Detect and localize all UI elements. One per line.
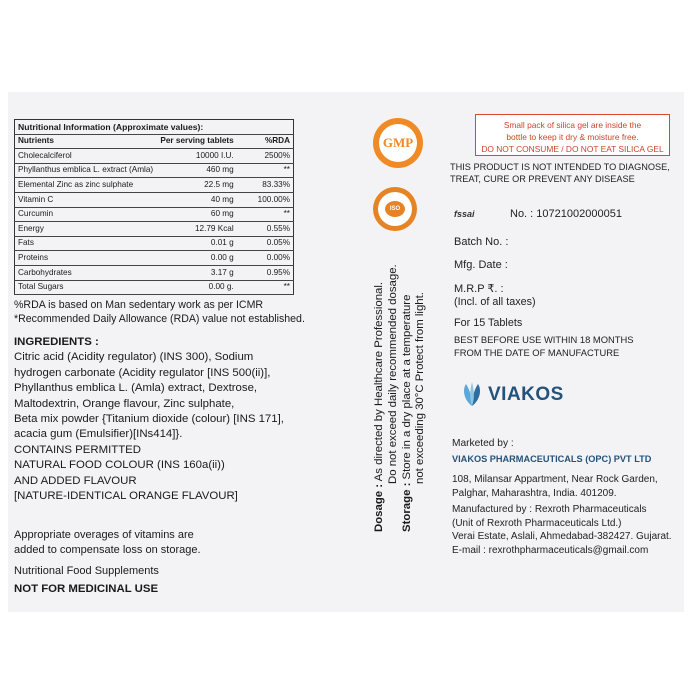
dosage-text: As directed by Healthcare Professional. [373,281,385,482]
nutrition-table [14,119,294,295]
nutrient-rda: 0.55% [242,222,294,237]
table-row [15,280,294,295]
table-row [15,265,294,280]
fssai-logo: fssai [454,209,475,219]
license-number: No. : 10721002000051 [510,208,622,220]
nutrient-amount: 460 mg [157,163,242,178]
ingredient-line: Phyllanthus emblica L. (Amla) extract, Dextrose, [14,382,258,395]
brand-logo: VIAKOS [488,384,564,405]
ingredient-line: [NATURE-IDENTICAL ORANGE FLAVOUR] [14,490,238,503]
nutrient-rda: ** [242,163,294,178]
nutrition-title: Nutritional Information (Approximate values): [15,120,294,135]
silica-warning-box [475,114,670,156]
header-nutrients: Nutrients [15,134,157,149]
nutrient-amount: 40 mg [157,192,242,207]
nutrient-amount: 0.00 g. [157,280,242,295]
silica-line: DO NOT CONSUME / DO NOT EAT SILICA GEL [481,144,664,154]
email: E-mail : rexrothpharmaceuticals@gmail.com [452,544,649,556]
disclaimer [450,161,670,185]
best-before-line: FROM THE DATE OF MANUFACTURE [454,347,620,358]
manufacturer-block [452,503,672,557]
iso-logo [373,187,417,231]
best-before [454,333,634,359]
nutrient-amount: 10000 I.U. [157,149,242,164]
iso-logo-text: ISO [385,201,405,217]
dosage-label: Dosage : [373,483,385,532]
nutrient-amount: 22.5 mg [157,178,242,193]
table-row [15,222,294,237]
nutrient-name: Phyllanthus emblica L. extract (Amla) [15,163,157,178]
nutrient-name: Carbohydrates [15,265,157,280]
table-row [15,251,294,266]
manufacturer-unit: (Unit of Rexroth Pharmaceuticals Ltd.) [452,517,622,529]
nutrient-rda: 83.33% [242,178,294,193]
overages-line: Appropriate overages of vitamins are [14,529,194,541]
address-line: 108, Milansar Appartment, Near Rock Garden, [452,474,658,485]
nutrient-rda: 0.00% [242,251,294,266]
ingredients-block [14,335,359,504]
mrp: M.R.P ₹. : [454,283,504,295]
nutrient-rda: 0.95% [242,265,294,280]
silica-line: bottle to keep it dry & moisture free. [506,132,639,142]
nutrient-name: Fats [15,236,157,251]
company-name: VIAKOS PHARMACEUTICALS (OPC) PVT LTD [452,454,652,464]
storage-text-2: not exceeding 30°C Protect from light. [414,292,427,484]
ingredient-line: acacia gum (Emulsifier)[INs414]}. [14,428,183,441]
table-row [15,149,294,164]
ingredient-line: AND ADDED FLAVOUR [14,474,137,487]
nutrient-amount: 12.79 Kcal [157,222,242,237]
mfg-date: Mfg. Date : [454,259,508,271]
table-row [15,163,294,178]
ingredient-line: NATURAL FOOD COLOUR (INS 160a(ii)) [14,459,225,472]
nutrient-rda: ** [242,207,294,222]
manufacturer-address: Verai Estate, Aslali, Ahmedabad-382427. Gujarat. [452,531,672,542]
nutrient-amount: 3.17 g [157,265,242,280]
mrp-note: (Incl. of all taxes) [454,296,536,308]
table-row [15,207,294,222]
gmp-logo-text: GMP [379,124,417,162]
ingredient-line: Maltodextrin, Orange flavour, Zinc sulphate, [14,397,235,410]
storage-text: Store in a dry place at a temperature [400,294,413,480]
table-row [15,192,294,207]
nutrient-rda: 2500% [242,149,294,164]
storage-label: Storage : [400,482,413,532]
gmp-logo [373,118,423,168]
rda-note: %RDA is based on Man sedentary work as per ICMR [14,299,264,311]
nutrient-name: Vitamin C [15,192,157,207]
ingredients-heading: INGREDIENTS : [14,336,99,348]
dosage-storage-rotated [373,264,428,532]
rda-note: *Recommended Daily Allowance (RDA) value not established. [14,313,305,325]
ingredient-line: Citric acid (Acidity regulator) (INS 300), Sodium [14,351,254,364]
silica-line: Small pack of silica gel are inside the [503,120,642,130]
nutrient-amount: 0.00 g [157,251,242,266]
nutrient-amount: 0.01 g [157,236,242,251]
overages-line: added to compensate loss on storage. [14,544,201,556]
ingredient-line: Beta mix powder {Titanium dioxide (colour) [INS 171], [14,413,284,426]
nutrient-rda: 100.00% [242,192,294,207]
address-line: Palghar, Maharashtra, India. 401209. [452,487,617,499]
dosage-text-2: Do not exceed daily recommended dosage. [386,264,399,484]
ingredient-line: CONTAINS PERMITTED [14,443,141,456]
nutrient-rda: ** [242,280,294,295]
supplement-type: Nutritional Food Supplements [14,565,159,577]
batch-number: Batch No. : [454,236,509,248]
disclaimer-line: TREAT, CURE OR PREVENT ANY DISEASE [450,174,635,184]
nutrient-rda: 0.05% [242,236,294,251]
header-rda: %RDA [242,134,294,149]
overages-block [14,528,354,558]
not-medicinal-notice: NOT FOR MEDICINAL USE [14,583,159,595]
ingredient-line: hydrogen carbonate (Acidity regulator [INS 500(ii)], [14,366,271,379]
manufactured-by: Manufactured by : Rexroth Pharmaceuticals [452,504,647,515]
nutrient-name: Curcumin [15,207,157,222]
rda-notes [14,298,354,326]
nutrient-amount: 60 mg [157,207,242,222]
pack-size: For 15 Tablets [454,317,523,329]
nutrient-name: Elemental Zinc as zinc sulphate [15,178,157,193]
table-row [15,178,294,193]
company-address [452,473,658,500]
marketed-by-label: Marketed by : [452,438,514,449]
nutrient-name: Cholecalciferol [15,149,157,164]
viakos-leaf-icon [458,380,486,408]
nutrient-name: Energy [15,222,157,237]
nutrient-name: Proteins [15,251,157,266]
table-row [15,236,294,251]
header-per-serving: Per serving tablets [157,134,242,149]
nutrient-name: Total Sugars [15,280,157,295]
best-before-line: BEST BEFORE USE WITHIN 18 MONTHS [454,334,634,345]
disclaimer-line: THIS PRODUCT IS NOT INTENDED TO DIAGNOSE, [450,162,670,172]
